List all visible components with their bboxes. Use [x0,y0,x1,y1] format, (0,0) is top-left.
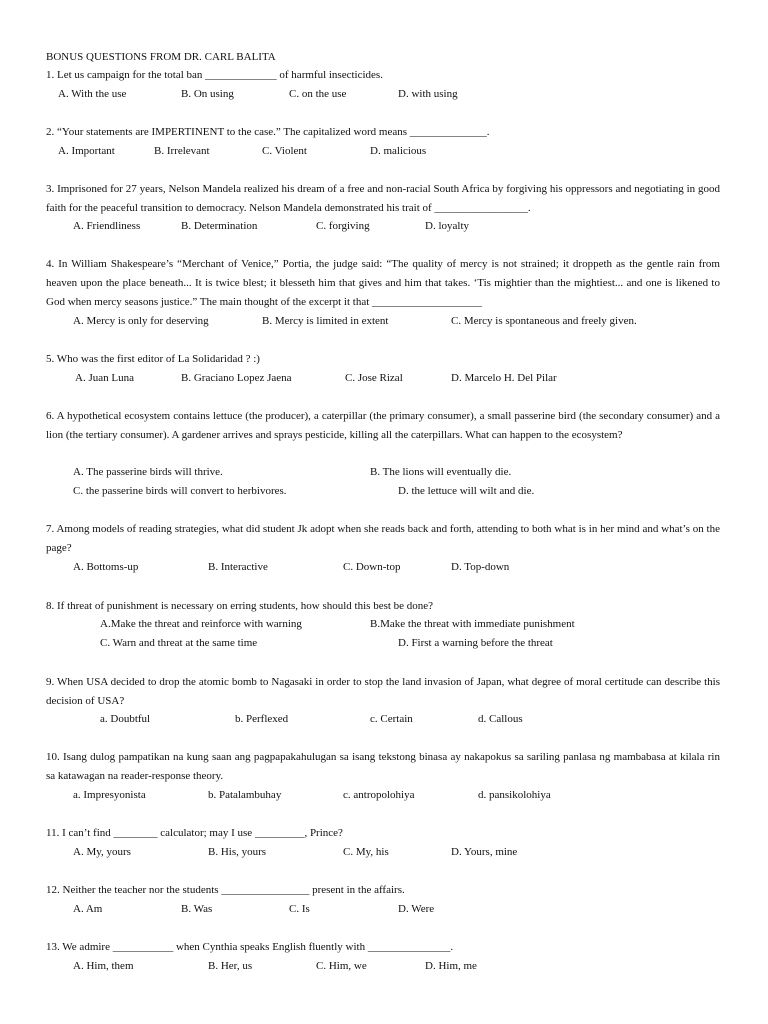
option-d: D. First a warning before the threat [398,637,553,649]
question-2-options [46,142,720,161]
question-9-text: 9. When USA decided to drop the atomic bomb to Nagasaki in order to stop the land invasion of Japan, what degree of moral certitude can describe this decision of USA? [46,676,720,707]
option-d: D. Him, me [425,960,477,972]
option-b: B. Was [181,903,213,915]
option-d: d. Callous [478,713,523,725]
option-c: C. Jose Rizal [345,372,403,384]
option-d: D. the lettuce will wilt and die. [398,485,535,497]
option-a: a. Impresyonista [73,789,146,801]
question-10-options [46,786,720,805]
question-2-text: 2. “Your statements are IMPERTINENT to the case.” The capitalized word means ______________. [46,126,490,138]
option-b: B. His, yours [208,846,267,858]
option-b: B. Mercy is limited in extent [262,315,389,327]
option-c: C. My, his [343,846,389,858]
question-13-text: 13. We admire ___________ when Cynthia speaks English fluently with _______________. [46,941,454,953]
option-c: c. Certain [370,713,413,725]
question-6-options-row-1 [46,463,720,482]
question-11-text: 11. I can’t find ________ calculator; may I use _________, Prince? [46,827,343,839]
option-b: B. The lions will eventually die. [370,466,512,478]
option-c: c. antropolohiya [343,789,415,801]
option-b: b. Patalambuhay [208,789,282,801]
option-b: B. Irrelevant [154,145,210,157]
option-c: C. the passerine birds will convert to herbivores. [73,485,287,497]
option-b: B. Her, us [208,960,253,972]
option-d: D. Marcelo H. Del Pilar [451,372,557,384]
option-a: A. Friendliness [73,220,141,232]
option-a: a. Doubtful [100,713,151,725]
question-8-options-row-1 [46,615,720,634]
option-d: d. pansikolohiya [478,789,551,801]
question-1-options [46,85,720,104]
question-12-text: 12. Neither the teacher nor the students ________________ present in the affairs. [46,884,405,896]
option-b: B.Make the threat with immediate punishment [370,618,575,630]
question-7-text: 7. Among models of reading strategies, what did student Jk adopt when she reads back and forth, attending to both what is in her mind and what’s on the page? [46,523,720,554]
question-8-text: 8. If threat of punishment is necessary on erring students, how should this best be done? [46,600,434,612]
option-a: A. Him, them [73,960,134,972]
option-a: A.Make the threat and reinforce with warning [100,618,302,630]
option-b: b. Perflexed [235,713,289,725]
option-b: B. Interactive [208,561,268,573]
option-c: C. Mercy is spontaneous and freely given. [451,315,637,327]
question-8-options-row-2 [46,634,720,653]
document-title: BONUS QUESTIONS FROM DR. CARL BALITA [46,51,276,63]
question-4-options [46,312,720,331]
question-11-options [46,843,720,862]
option-b: B. Graciano Lopez Jaena [181,372,292,384]
option-a: A. Important [58,145,115,157]
option-c: C. Down-top [343,561,401,573]
option-c: C. forgiving [316,220,370,232]
option-d: D. with using [398,88,458,100]
question-6-text: 6. A hypothetical ecosystem contains lettuce (the producer), a caterpillar (the primary consumer), a small passerine bird (the secondary consumer) and a lion (the tertiary consumer). A gardener arrives and sprays pesticide, killing all the caterpillars. What can happen to the ecosystem? [46,410,720,441]
option-b: B. Determination [181,220,258,232]
option-d: D. loyalty [425,220,469,232]
option-c: C. Warn and threat at the same time [100,637,258,649]
option-a: A. Bottoms-up [73,561,139,573]
option-c: C. Is [289,903,310,915]
option-a: A. My, yours [73,846,131,858]
option-c: C. on the use [289,88,347,100]
option-a: A. Juan Luna [75,372,134,384]
option-c: C. Violent [262,145,307,157]
question-3-text: 3. Imprisoned for 27 years, Nelson Mandela realized his dream of a free and non-racial South Africa by forgiving his oppressors and negotiating in good faith for the peaceful transition to democracy. Nelson Mandela demonstrated his trait of _________________. [46,183,720,214]
question-5-options [46,369,720,388]
option-a: A. Am [73,903,103,915]
question-10-text: 10. Isang dulog pampatikan na kung saan ang pagpapakahulugan sa isang tekstong binasa ay nakapokus sa sariling panlasa ng mambabasa at kilala rin sa katawagan na reader-response theory. [46,751,720,782]
question-12-options [46,900,720,919]
option-d: D. Yours, mine [451,846,518,858]
option-d: D. Top-down [451,561,510,573]
question-3-options [46,217,720,236]
question-7-options [46,558,720,577]
option-a: A. The passerine birds will thrive. [73,466,223,478]
question-5-text: 5. Who was the first editor of La Solidaridad ? :) [46,353,260,365]
question-9-options [46,710,720,729]
question-13-options [46,957,720,976]
question-6-options-row-2 [46,482,720,501]
option-b: B. On using [181,88,234,100]
question-1-text: 1. Let us campaign for the total ban _____________ of harmful insecticides. [46,69,383,81]
question-4-text: 4. In William Shakespeare’s “Merchant of Venice,” Portia, the judge said: “The quality of mercy is not strained; it droppeth as the gentle rain from heaven upon the place beneath... It is twice blest; it blesseth him that gives and him that takes. ‘Tis mightier than the mightiest... and one is likened to God when mercy seasons justice.” The main thought of the excerpt it that ____________________ [46,258,720,308]
option-c: C. Him, we [316,960,367,972]
option-d: D. Were [398,903,435,915]
option-a: A. Mercy is only for deserving [73,315,209,327]
option-d: D. malicious [370,145,427,157]
option-a: A. With the use [58,88,127,100]
